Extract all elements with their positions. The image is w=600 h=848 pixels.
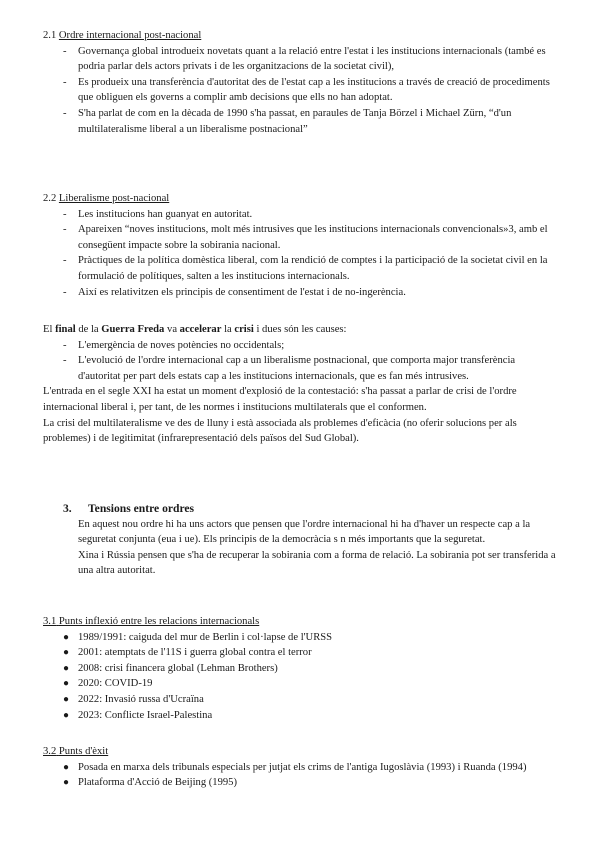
section-2-2 [43,191,558,300]
section-2-2-title: Liberalisme post-nacional [58,193,170,204]
section-3 [43,501,558,579]
list-item: ● Plataforma d'Acció de Beijing (1995) [63,777,238,789]
list-item: ● 2023: Conflicte Israel-Palestina [63,709,213,721]
list-item: - Pràctiques de la política domèstica liberal, com la rendició de comptes i la participació de la societat civil en la formulació de polítiques, salten a les institucions internacionals. [63,255,548,282]
list-item: ● 2008: crisi financera global (Lehman Brothers) [63,662,278,674]
list-item: - Es produeix una transferència d'autoritat des de l'estat cap a les institucions a través de creació de procediments que obliguen els governs a complir amb decisions que ells no han adoptat. [63,76,550,104]
section-2-1-number: 2.1 [43,30,57,41]
section-2-2-number: 2.2 [43,193,57,204]
list-item: ● 2001: atemptats de l'11S i guerra global contra el terror [63,647,312,659]
section-3-1 [43,614,558,723]
paragraph: En aquest nou ordre hi ha uns actors que pensen que l'ordre internacional hi ha d'haver un respecte cap a la seguretat conjunta (eua i ue). Els principis de la democràcia s n més importants que la seguretat. [78,518,531,546]
section-3-number: 3. [63,502,72,515]
list-item: - S'ha parlat de com en la dècada de 1990 s'ha passat, en paraules de Tanja Börzel i Michael Zürn, “d'un multilateralisme liberal a un liberalisme postnacional” [63,107,512,135]
list-item: ● Posada en marxa dels tribunals especials per jutjat els crims de l'antiga Iugoslàvia (1993) i Ruanda (1994) [63,761,527,773]
list-item: - L'evolució de l'ordre internacional cap a un liberalisme postnacional, que comporta major transferència d'autoritat per part dels estats cap a les institucions internacionals, que es fan més intrusives. [63,355,516,382]
list-item: - Apareixen “noves institucions, molt més intrusives que les institucions internacionals convencionals»3, amb el consegüent impacte sobre la sobirania nacional. [63,224,548,251]
section-3-title: Tensions entre ordres [88,502,195,515]
paragraph: Xina i Rússia pensen que s'ha de recuperar la sobirania com a forma de relació. La sobirania pot ser transferida a una altra autoritat. [78,549,556,577]
section-3-2-number: 3.2 [43,746,57,757]
section-2-2-heading [43,191,558,207]
cold-war-section [43,322,558,447]
paragraph: L'entrada en el segle XXI ha estat un moment d'explosió de la contestació: s'ha passat a parlar de crisi de l'ordre internacional liberal i, per tant, de les normes i institucions multilaterals que el conformen. [43,386,517,413]
list-item: - Les institucions han guanyat en autoritat. [63,208,253,220]
section-2-1-heading [43,28,558,44]
list-item: ● 2022: Invasió russa d'Ucraïna [63,693,204,705]
list-item: ● 1989/1991: caiguda del mur de Berlin i col·lapse de l'URSS [63,631,333,643]
section-3-heading [43,501,558,517]
cold-war-intro: El final de la Guerra Freda va accelerar la crisi i dues són les causes: [43,324,347,335]
section-3-2-title: Punts d'èxit [58,746,109,757]
section-3-2 [43,744,558,791]
section-3-2-heading [43,744,558,760]
section-3-1-number: 3.1 [43,616,57,627]
list-item: ● 2020: COVID-19 [63,678,153,690]
paragraph: La crisi del multilateralisme ve des de lluny i està associada als problemes d'eficàcia (no oferir solucions per als problemes) i de legitimitat (infrarepresentació dels països del Sud Global). [43,417,517,445]
section-2-1-title: Ordre internacional post-nacional [58,30,202,41]
section-3-1-title: Punts inflexió entre les relacions internacionals [58,616,260,627]
list-item: - Així es relativitzen els principis de consentiment de l'estat i de no-ingerència. [63,286,406,298]
section-2-1 [43,28,558,137]
section-3-1-heading [43,614,558,630]
list-item: - Governança global introdueix novetats quant a la relació entre l'estat i les institucions internacionals (també es podria parlar dels actors privats i de les organitzacions de la societat civil), [63,45,546,73]
list-item: - L'emergència de noves potències no occidentals; [63,339,285,351]
